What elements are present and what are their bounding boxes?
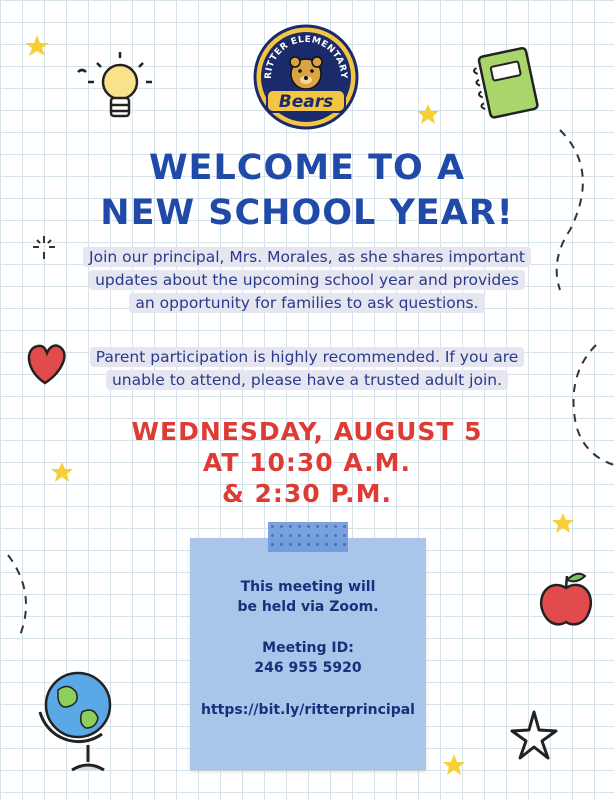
school-logo (253, 24, 359, 130)
meeting-location (190, 577, 426, 617)
participation-line: Parent participation is highly recommended. If you are (90, 347, 525, 367)
star-icon (25, 35, 49, 56)
sparkle-icon (33, 236, 55, 259)
participation-paragraph (80, 346, 534, 392)
title-line-1: WELCOME TO A (148, 148, 466, 188)
meeting-id (190, 638, 426, 678)
intro-paragraph (80, 246, 534, 315)
event-time-2: & 2:30 P.M. (222, 479, 392, 508)
star-icon (552, 513, 574, 533)
intro-line: an opportunity for families to ask questions. (129, 293, 484, 313)
event-datetime (0, 416, 614, 509)
page-title (0, 146, 614, 236)
notebook-icon (471, 47, 538, 119)
meeting-line-2: be held via Zoom. (237, 599, 379, 615)
event-date: WEDNESDAY, AUGUST 5 (131, 417, 483, 446)
meeting-link[interactable] (190, 700, 426, 720)
star-icon (417, 104, 439, 124)
star-icon (443, 754, 465, 775)
lightbulb-icon (78, 52, 152, 116)
apple-icon (541, 574, 591, 625)
tape-strip (268, 522, 348, 552)
meeting-link-text[interactable]: https://bit.ly/ritterprincipal (201, 702, 415, 718)
intro-line: Join our principal, Mrs. Morales, as she shares important (83, 247, 531, 267)
bear-mascot-icon (290, 57, 322, 89)
outline-star-icon (512, 712, 556, 758)
logo-arc-text: RITTER ELEMENTARY (263, 34, 349, 80)
globe-icon (40, 673, 110, 770)
title-line-2: NEW SCHOOL YEAR! (100, 193, 514, 233)
participation-line: unable to attend, please have a trusted adult join. (106, 370, 508, 390)
meeting-id-label: Meeting ID: (262, 640, 354, 656)
event-time-1: AT 10:30 A.M. (202, 448, 412, 477)
heart-icon (29, 346, 64, 383)
meeting-line-1: This meeting will (240, 579, 376, 595)
logo-name: Bears (278, 92, 334, 112)
meeting-id-value: 246 955 5920 (254, 660, 362, 676)
intro-line: updates about the upcoming school year and provides (89, 270, 525, 290)
torn-edge (190, 756, 426, 774)
